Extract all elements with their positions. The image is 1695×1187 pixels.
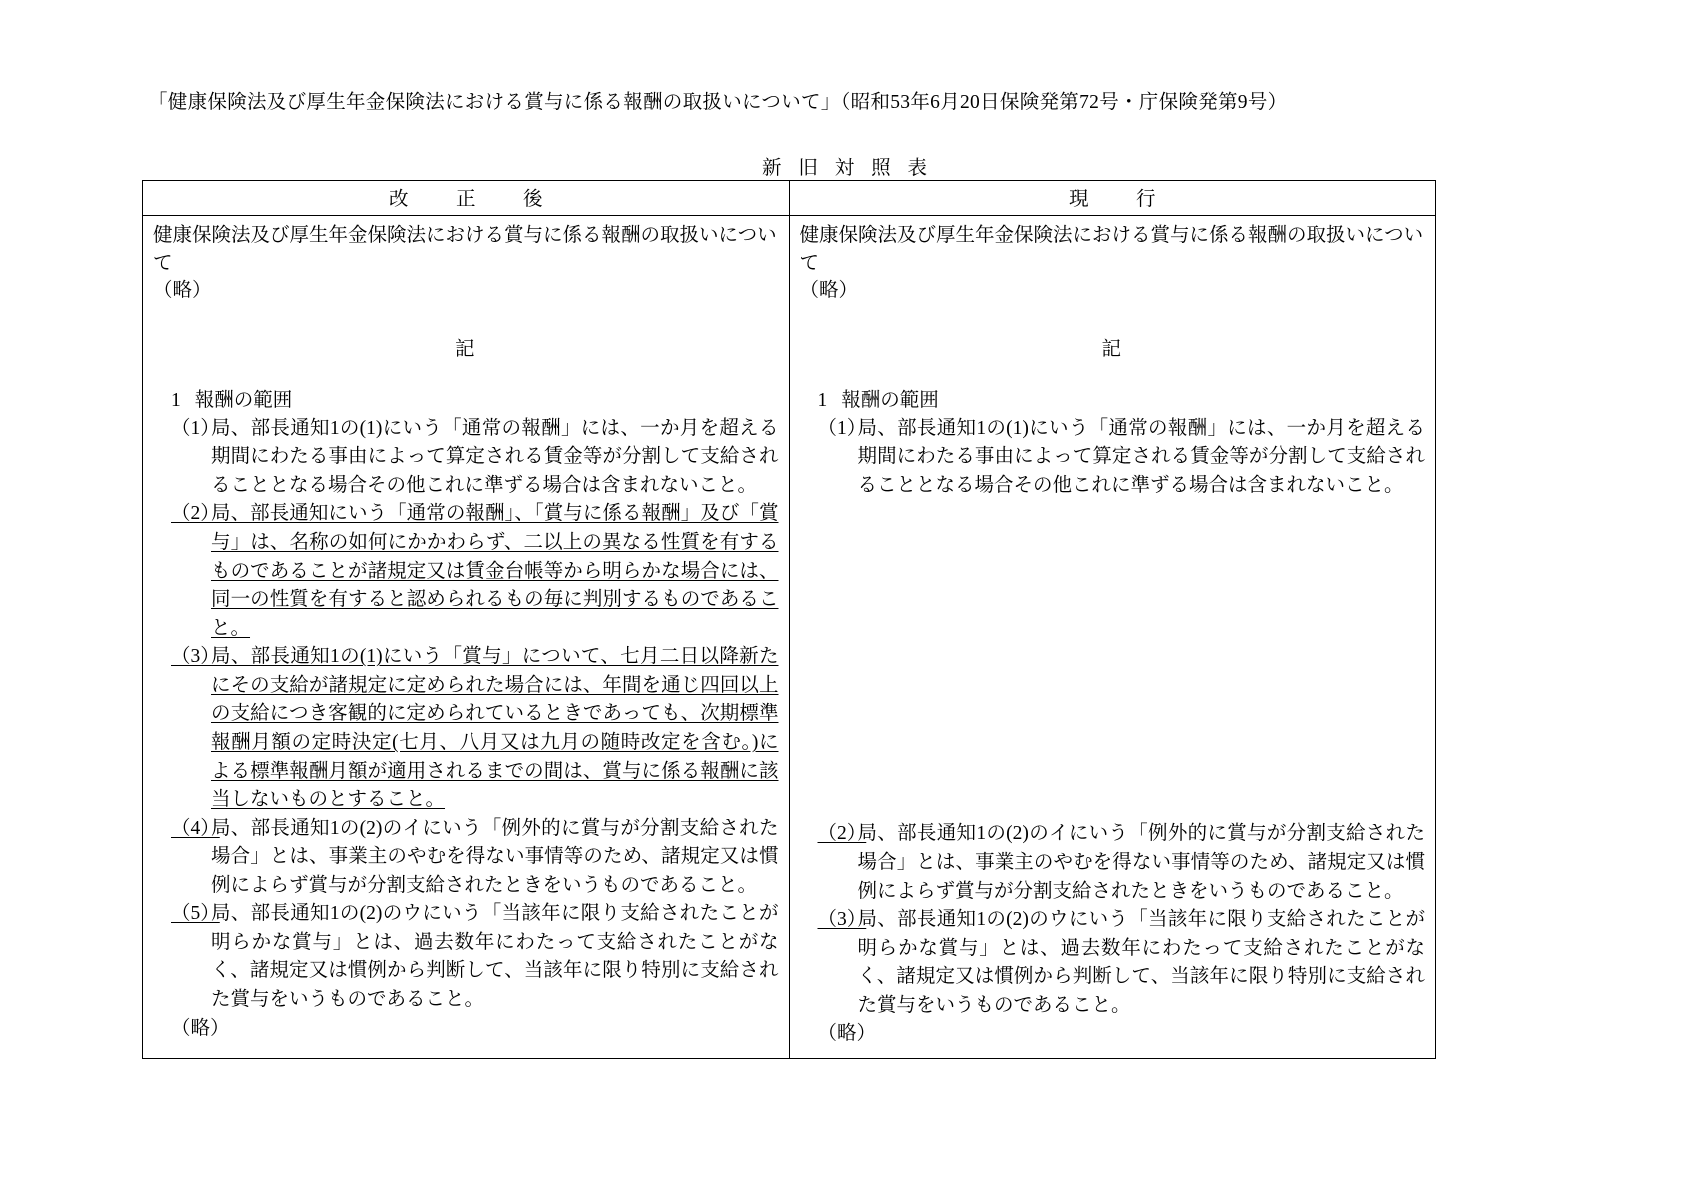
item-text: 局、部長通知にいう「通常の報酬」、「賞与に係る報酬」及び「賞与」は、名称の如何にかかわらず、二以上の異なる性質を有するものであることが諸規定又は賃金台帳等から明らかな場合には、同一の性質を有すると認められるもの毎に判別するものであること。 [211, 503, 779, 639]
revised-ryaku-bottom: （略） [171, 1017, 230, 1039]
table-header-row [143, 181, 1436, 216]
current-title: 健康保険法及び厚生年金保険法における賞与に係る報酬の取扱いについて [799, 225, 1424, 274]
item-marker: （1） [817, 417, 867, 439]
current-section-number: 1 [817, 390, 828, 412]
list-item [153, 900, 779, 1014]
list-item [153, 415, 779, 501]
table-title: 新 旧 対 照 表 [761, 158, 933, 179]
item-text: 局、部長通知1の(2)のウにいう「当該年に限り支給されたことが明らかな賞与」とは、過去数年にわたって支給されたことがなく、諸規定又は慣例から判断して、当該年に限り特別に支給された賞与をいうものであること。 [857, 909, 1425, 1016]
item-text: 局、部長通知1の(2)のイにいう「例外的に賞与が分割支給された場合」とは、事業主のやむを得ない事情等のため、諸規定又は慣例によらず賞与が分割支給されたときをいうものであること。 [211, 817, 779, 896]
item-marker: （2） [171, 503, 220, 525]
item-marker: （1） [171, 417, 220, 439]
item-marker: （3） [171, 646, 220, 668]
revised-item-list [153, 415, 779, 1015]
current-ryaku-top: （略） [799, 280, 859, 302]
comparison-table [142, 180, 1436, 1059]
list-item [153, 815, 779, 901]
item-text: 局、部長通知1の(1)にいう「通常の報酬」には、一か月を超える期間にわたる事由によって算定される賃金等が分割して支給されることとなる場合その他これに準ずる場合は含まれないこと。 [857, 417, 1425, 496]
column-header-current: 現 行 [789, 181, 1436, 216]
current-section-heading [800, 387, 1426, 415]
item-marker: （5） [171, 903, 220, 925]
revised-ryaku-top: （略） [153, 280, 212, 302]
list-item [153, 643, 779, 814]
revised-section-heading [153, 387, 779, 415]
item-text: 局、部長通知1の(1)にいう「通常の報酬」には、一か月を超える期間にわたる事由によって算定される賃金等が分割して支給されることとなる場合その他これに準ずる場合は含まれないこと。 [211, 417, 779, 496]
table-body-row [143, 216, 1436, 1059]
current-ryaku-bottom: （略） [817, 1023, 877, 1045]
item-marker: （4） [171, 817, 220, 839]
list-item [800, 820, 1426, 906]
list-item-spacer [800, 500, 1426, 820]
column-header-revised: 改 正 後 [143, 181, 790, 216]
item-text: 局、部長通知1の(2)のウにいう「当該年に限り支給されたことが明らかな賞与」とは、過去数年にわたって支給されたことがなく、諸規定又は慣例から判断して、当該年に限り特別に支給された賞与をいうものであること。 [211, 903, 779, 1010]
revised-ki-label: 記 [454, 339, 477, 361]
list-item [800, 415, 1426, 501]
list-item [800, 906, 1426, 1020]
item-text: 局、部長通知1の(2)のイにいう「例外的に賞与が分割支給された場合」とは、事業主のやむを得ない事情等のため、諸規定又は慣例によらず賞与が分割支給されたときをいうものであること。 [857, 823, 1425, 902]
revised-section-label: 報酬の範囲 [194, 390, 293, 412]
revised-section-number: 1 [171, 390, 181, 412]
document-heading: 「健康保険法及び厚生年金保険法における賞与に係る報酬の取扱いについて」（昭和53年6月20日保険発第72号・庁保険発第9号） [148, 92, 1288, 113]
current-item-list [800, 415, 1426, 1021]
cell-revised [143, 216, 790, 1059]
list-item [153, 500, 779, 643]
item-marker: （3） [817, 909, 867, 931]
current-section-label: 報酬の範囲 [841, 390, 939, 412]
item-text: 局、部長通知1の(1)にいう「賞与」について、七月二日以降新たにその支給が諸規定に定められた場合には、年間を通じ四回以上の支給につき客観的に定められているときであっても、次期標準報酬月額の定時決定(七月、八月又は九月の随時改定を含む。)による標準報酬月額が適用されるまでの間は、賞与に係る報酬に該当しないものとすること。 [211, 646, 779, 811]
current-ki-label: 記 [1101, 339, 1123, 361]
cell-current [789, 216, 1436, 1059]
revised-title: 健康保険法及び厚生年金保険法における賞与に係る報酬の取扱いについて [153, 225, 777, 274]
item-marker: （2） [817, 823, 867, 845]
